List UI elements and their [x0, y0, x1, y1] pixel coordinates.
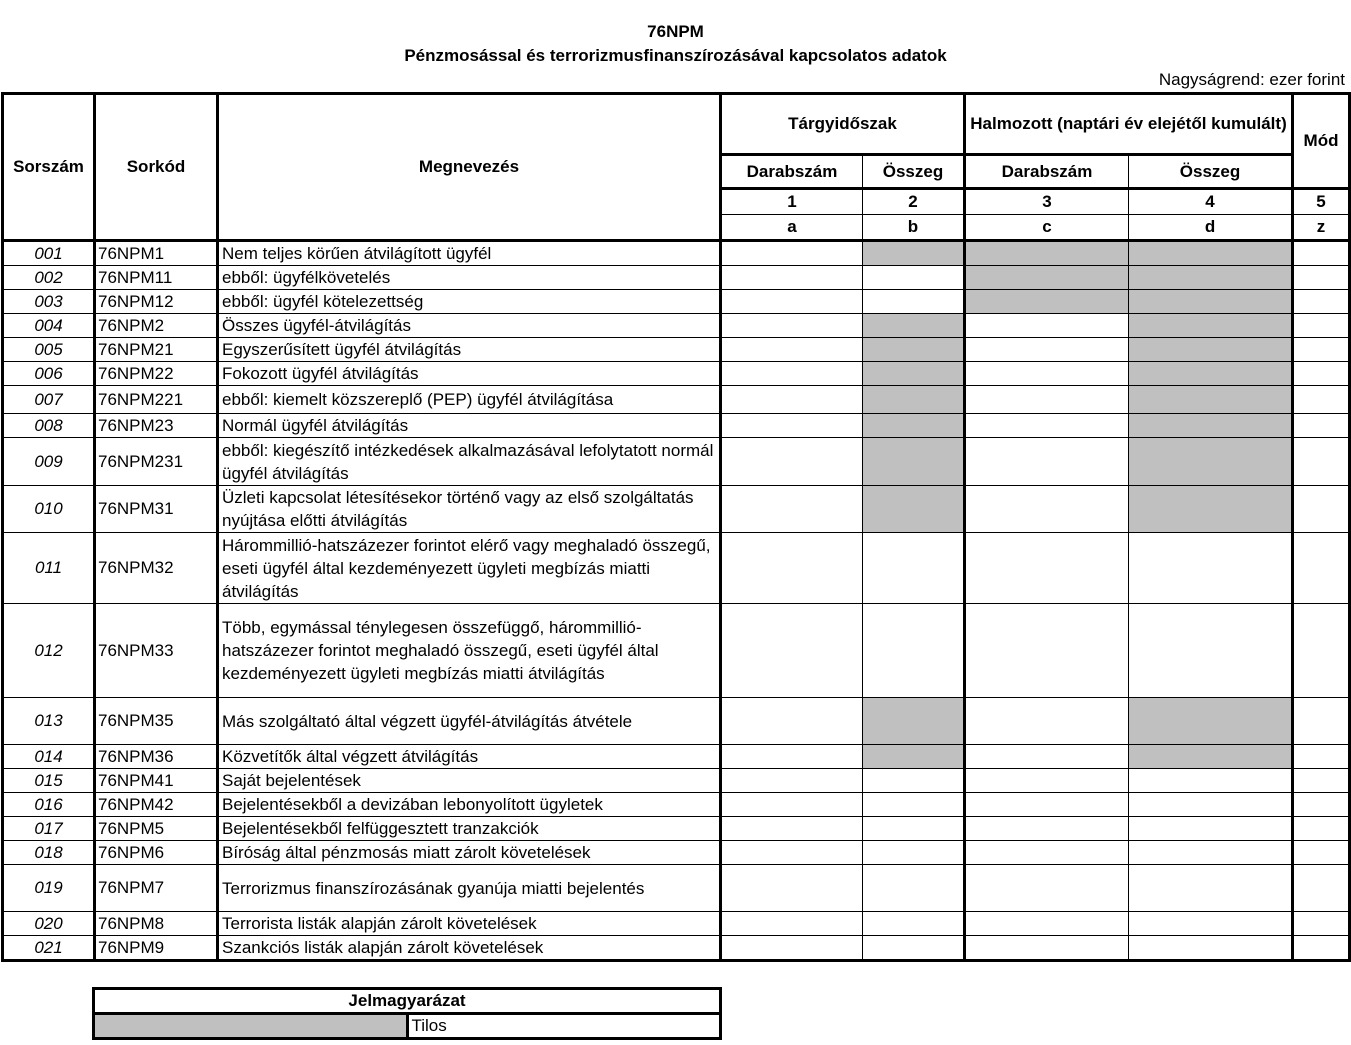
header-mod: Mód	[1293, 94, 1350, 189]
row-sorszam: 014	[3, 745, 95, 769]
cell-targy-osszeg[interactable]	[863, 912, 965, 936]
cell-targy-osszeg	[863, 362, 965, 386]
row-sorszam: 004	[3, 314, 95, 338]
table-row	[3, 817, 1350, 841]
cell-halm-osszeg[interactable]	[1129, 769, 1293, 793]
row-sorkod: 76NPM12	[95, 290, 218, 314]
row-megnevezes: Más szolgáltató által végzett ügyfél-átvilágítás átvétele	[218, 698, 721, 745]
cell-halm-osszeg[interactable]	[1129, 793, 1293, 817]
cell-mod[interactable]	[1293, 438, 1350, 486]
cell-mod[interactable]	[1293, 486, 1350, 533]
row-sorkod: 76NPM33	[95, 604, 218, 698]
row-sorkod: 76NPM8	[95, 912, 218, 936]
col-letter-z: z	[1293, 215, 1350, 241]
cell-halm-darabszam[interactable]	[965, 817, 1129, 841]
row-sorszam: 017	[3, 817, 95, 841]
cell-targy-osszeg[interactable]	[863, 865, 965, 912]
cell-targy-osszeg	[863, 414, 965, 438]
table-row	[3, 266, 1350, 290]
cell-halm-darabszam[interactable]	[965, 438, 1129, 486]
cell-halm-osszeg	[1129, 438, 1293, 486]
cell-mod[interactable]	[1293, 745, 1350, 769]
row-megnevezes: Bejelentésekből felfüggesztett tranzakciók	[218, 817, 721, 841]
col-num-3: 3	[965, 189, 1129, 215]
row-sorszam: 015	[3, 769, 95, 793]
row-sorkod: 76NPM221	[95, 386, 218, 414]
table-row	[3, 414, 1350, 438]
cell-targy-darabszam[interactable]	[721, 290, 863, 314]
cell-targy-osszeg[interactable]	[863, 817, 965, 841]
cell-targy-darabszam[interactable]	[721, 438, 863, 486]
cell-targy-darabszam[interactable]	[721, 314, 863, 338]
row-sorkod: 76NPM41	[95, 769, 218, 793]
col-letter-b: b	[863, 215, 965, 241]
row-sorszam: 009	[3, 438, 95, 486]
cell-targy-osszeg	[863, 338, 965, 362]
cell-targy-darabszam[interactable]	[721, 841, 863, 865]
cell-halm-darabszam[interactable]	[965, 362, 1129, 386]
row-megnevezes: Szankciós listák alapján zárolt követelések	[218, 936, 721, 961]
cell-targy-darabszam[interactable]	[721, 362, 863, 386]
cell-halm-osszeg	[1129, 266, 1293, 290]
cell-halm-darabszam[interactable]	[965, 338, 1129, 362]
row-sorkod: 76NPM231	[95, 438, 218, 486]
row-sorkod: 76NPM6	[95, 841, 218, 865]
header-darabszam-1: Darabszám	[721, 155, 863, 189]
cell-targy-darabszam[interactable]	[721, 793, 863, 817]
row-sorszam: 005	[3, 338, 95, 362]
row-sorszam: 006	[3, 362, 95, 386]
row-sorszam: 010	[3, 486, 95, 533]
row-megnevezes: Fokozott ügyfél átvilágítás	[218, 362, 721, 386]
cell-targy-osszeg	[863, 438, 965, 486]
cell-halm-osszeg[interactable]	[1129, 936, 1293, 961]
table-row	[3, 290, 1350, 314]
cell-halm-osszeg	[1129, 386, 1293, 414]
cell-halm-darabszam[interactable]	[965, 769, 1129, 793]
cell-targy-osszeg[interactable]	[863, 841, 965, 865]
cell-mod[interactable]	[1293, 362, 1350, 386]
table-row	[3, 936, 1350, 961]
cell-targy-darabszam[interactable]	[721, 386, 863, 414]
table-row	[3, 314, 1350, 338]
table-row	[3, 745, 1350, 769]
col-letter-c: c	[965, 215, 1129, 241]
cell-mod[interactable]	[1293, 314, 1350, 338]
cell-halm-darabszam[interactable]	[965, 865, 1129, 912]
row-sorszam: 016	[3, 793, 95, 817]
row-sorkod: 76NPM32	[95, 533, 218, 604]
table-row	[3, 604, 1350, 698]
header-osszeg-1: Összeg	[863, 155, 965, 189]
table-row	[3, 362, 1350, 386]
cell-mod[interactable]	[1293, 533, 1350, 604]
cell-halm-osszeg[interactable]	[1129, 533, 1293, 604]
cell-mod[interactable]	[1293, 338, 1350, 362]
cell-mod[interactable]	[1293, 604, 1350, 698]
cell-halm-darabszam[interactable]	[965, 533, 1129, 604]
row-megnevezes: Közvetítők által végzett átvilágítás	[218, 745, 721, 769]
legend	[92, 987, 722, 1040]
cell-halm-darabszam	[965, 290, 1129, 314]
row-megnevezes: Normál ügyfél átvilágítás	[218, 414, 721, 438]
cell-targy-darabszam[interactable]	[721, 698, 863, 745]
legend-item-label: Tilos	[407, 1014, 721, 1039]
row-sorkod: 76NPM35	[95, 698, 218, 745]
row-sorkod: 76NPM21	[95, 338, 218, 362]
cell-halm-darabszam[interactable]	[965, 698, 1129, 745]
row-megnevezes: ebből: ügyfél kötelezettség	[218, 290, 721, 314]
header-targyidoszak: Tárgyidőszak	[721, 94, 965, 155]
cell-targy-darabszam[interactable]	[721, 745, 863, 769]
cell-targy-osszeg[interactable]	[863, 266, 965, 290]
cell-halm-darabszam[interactable]	[965, 841, 1129, 865]
cell-halm-osszeg[interactable]	[1129, 604, 1293, 698]
col-letter-d: d	[1129, 215, 1293, 241]
cell-halm-darabszam[interactable]	[965, 793, 1129, 817]
cell-halm-osszeg	[1129, 241, 1293, 266]
header-megnevezes: Megnevezés	[218, 94, 721, 241]
row-megnevezes: Saját bejelentések	[218, 769, 721, 793]
cell-halm-darabszam[interactable]	[965, 936, 1129, 961]
table-row	[3, 486, 1350, 533]
cell-targy-osszeg[interactable]	[863, 290, 965, 314]
table-row	[3, 241, 1350, 266]
row-sorkod: 76NPM11	[95, 266, 218, 290]
cell-halm-darabszam	[965, 266, 1129, 290]
row-megnevezes: Terrorizmus finanszírozásának gyanúja miatti bejelentés	[218, 865, 721, 912]
col-letter-a: a	[721, 215, 863, 241]
row-megnevezes: Nem teljes körűen átvilágított ügyfél	[218, 241, 721, 266]
row-sorkod: 76NPM5	[95, 817, 218, 841]
cell-mod[interactable]	[1293, 386, 1350, 414]
cell-mod[interactable]	[1293, 865, 1350, 912]
cell-mod[interactable]	[1293, 841, 1350, 865]
cell-targy-osszeg	[863, 241, 965, 266]
row-sorkod: 76NPM1	[95, 241, 218, 266]
form-code-title: 76NPM	[647, 22, 704, 41]
row-megnevezes: Bíróság által pénzmosás miatt zárolt követelések	[218, 841, 721, 865]
row-megnevezes: ebből: kiemelt közszereplő (PEP) ügyfél átvilágítása	[218, 386, 721, 414]
cell-targy-osszeg	[863, 698, 965, 745]
header-halmozott: Halmozott (naptári év elejétől kumulált)	[965, 94, 1293, 155]
table-row	[3, 533, 1350, 604]
cell-targy-darabszam[interactable]	[721, 241, 863, 266]
header-sorkod: Sorkód	[95, 94, 218, 241]
row-megnevezes: Bejelentésekből a devizában lebonyolított ügyletek	[218, 793, 721, 817]
cell-targy-darabszam[interactable]	[721, 936, 863, 961]
cell-targy-darabszam[interactable]	[721, 338, 863, 362]
cell-targy-darabszam[interactable]	[721, 266, 863, 290]
row-sorkod: 76NPM9	[95, 936, 218, 961]
row-sorszam: 020	[3, 912, 95, 936]
row-sorkod: 76NPM42	[95, 793, 218, 817]
row-sorkod: 76NPM7	[95, 865, 218, 912]
cell-halm-darabszam[interactable]	[965, 745, 1129, 769]
row-megnevezes: ebből: ügyfélkövetelés	[218, 266, 721, 290]
table-row	[3, 338, 1350, 362]
row-sorkod: 76NPM2	[95, 314, 218, 338]
cell-targy-darabszam[interactable]	[721, 486, 863, 533]
cell-targy-osszeg[interactable]	[863, 936, 965, 961]
cell-halm-osszeg	[1129, 414, 1293, 438]
cell-targy-osszeg[interactable]	[863, 533, 965, 604]
cell-halm-darabszam[interactable]	[965, 386, 1129, 414]
row-sorkod: 76NPM36	[95, 745, 218, 769]
cell-targy-darabszam[interactable]	[721, 769, 863, 793]
cell-targy-darabszam[interactable]	[721, 912, 863, 936]
cell-targy-darabszam[interactable]	[721, 604, 863, 698]
table-row	[3, 865, 1350, 912]
cell-targy-osszeg	[863, 486, 965, 533]
cell-mod[interactable]	[1293, 936, 1350, 961]
header-sorszam: Sorszám	[3, 94, 95, 241]
row-sorszam: 007	[3, 386, 95, 414]
form-title: Pénzmosással és terrorizmusfinanszírozásával kapcsolatos adatok	[404, 46, 947, 65]
row-megnevezes: ebből: kiegészítő intézkedések alkalmazásával lefolytatott normál ügyfél átvilágítás	[218, 438, 721, 486]
table-row	[3, 438, 1350, 486]
header-darabszam-2: Darabszám	[965, 155, 1129, 189]
cell-mod[interactable]	[1293, 241, 1350, 266]
cell-targy-osszeg[interactable]	[863, 769, 965, 793]
cell-mod[interactable]	[1293, 769, 1350, 793]
row-sorszam: 008	[3, 414, 95, 438]
cell-mod[interactable]	[1293, 698, 1350, 745]
row-megnevezes: Terrorista listák alapján zárolt követelések	[218, 912, 721, 936]
unit-label: Nagyságrend: ezer forint	[1158, 70, 1345, 89]
table-row	[3, 912, 1350, 936]
cell-targy-osszeg	[863, 314, 965, 338]
header-osszeg-2: Összeg	[1129, 155, 1293, 189]
cell-halm-osszeg[interactable]	[1129, 817, 1293, 841]
cell-halm-darabszam	[965, 241, 1129, 266]
cell-halm-darabszam[interactable]	[965, 604, 1129, 698]
cell-targy-darabszam[interactable]	[721, 533, 863, 604]
cell-targy-osszeg	[863, 386, 965, 414]
col-num-5: 5	[1293, 189, 1350, 215]
cell-halm-osszeg	[1129, 745, 1293, 769]
cell-halm-osszeg[interactable]	[1129, 841, 1293, 865]
cell-halm-darabszam[interactable]	[965, 486, 1129, 533]
row-sorszam: 011	[3, 533, 95, 604]
cell-targy-osszeg[interactable]	[863, 793, 965, 817]
cell-halm-osszeg	[1129, 290, 1293, 314]
col-num-1: 1	[721, 189, 863, 215]
cell-mod[interactable]	[1293, 912, 1350, 936]
table-row	[3, 698, 1350, 745]
data-table	[1, 92, 1351, 962]
row-sorkod: 76NPM23	[95, 414, 218, 438]
row-megnevezes: Hárommillió-hatszázezer forintot elérő vagy meghaladó összegű, eseti ügyfél által kezdeményezett ügyleti megbízás miatti átvilágítás	[218, 533, 721, 604]
row-sorszam: 019	[3, 865, 95, 912]
cell-mod[interactable]	[1293, 290, 1350, 314]
row-megnevezes: Egyszerűsített ügyfél átvilágítás	[218, 338, 721, 362]
legend-swatch	[94, 1014, 408, 1039]
cell-halm-osszeg	[1129, 698, 1293, 745]
table-row	[3, 386, 1350, 414]
table-row	[3, 841, 1350, 865]
cell-halm-osszeg	[1129, 314, 1293, 338]
row-sorszam: 012	[3, 604, 95, 698]
table-row	[3, 793, 1350, 817]
row-sorszam: 002	[3, 266, 95, 290]
cell-halm-osszeg	[1129, 486, 1293, 533]
row-sorkod: 76NPM22	[95, 362, 218, 386]
row-megnevezes: Több, egymással ténylegesen összefüggő, hárommillió-hatszázezer forintot meghaladó összegű, eseti ügyfél által kezdeményezett ügyleti megbízás miatti átvilágítás	[218, 604, 721, 698]
cell-targy-darabszam[interactable]	[721, 865, 863, 912]
cell-mod[interactable]	[1293, 817, 1350, 841]
row-sorszam: 018	[3, 841, 95, 865]
cell-targy-darabszam[interactable]	[721, 414, 863, 438]
cell-halm-osszeg[interactable]	[1129, 912, 1293, 936]
row-sorszam: 003	[3, 290, 95, 314]
col-num-4: 4	[1129, 189, 1293, 215]
cell-halm-osszeg	[1129, 362, 1293, 386]
cell-halm-darabszam[interactable]	[965, 414, 1129, 438]
row-sorkod: 76NPM31	[95, 486, 218, 533]
row-sorszam: 021	[3, 936, 95, 961]
cell-halm-osszeg	[1129, 338, 1293, 362]
cell-targy-osszeg[interactable]	[863, 604, 965, 698]
row-megnevezes: Összes ügyfél-átvilágítás	[218, 314, 721, 338]
cell-mod[interactable]	[1293, 414, 1350, 438]
cell-mod[interactable]	[1293, 793, 1350, 817]
row-sorszam: 001	[3, 241, 95, 266]
cell-halm-osszeg[interactable]	[1129, 865, 1293, 912]
row-sorszam: 013	[3, 698, 95, 745]
table-row	[3, 769, 1350, 793]
col-num-2: 2	[863, 189, 965, 215]
row-megnevezes: Üzleti kapcsolat létesítésekor történő vagy az első szolgáltatás nyújtása előtti átvilágítás	[218, 486, 721, 533]
cell-mod[interactable]	[1293, 266, 1350, 290]
legend-title: Jelmagyarázat	[94, 989, 721, 1014]
cell-halm-darabszam[interactable]	[965, 912, 1129, 936]
cell-targy-darabszam[interactable]	[721, 817, 863, 841]
cell-halm-darabszam[interactable]	[965, 314, 1129, 338]
cell-targy-osszeg	[863, 745, 965, 769]
